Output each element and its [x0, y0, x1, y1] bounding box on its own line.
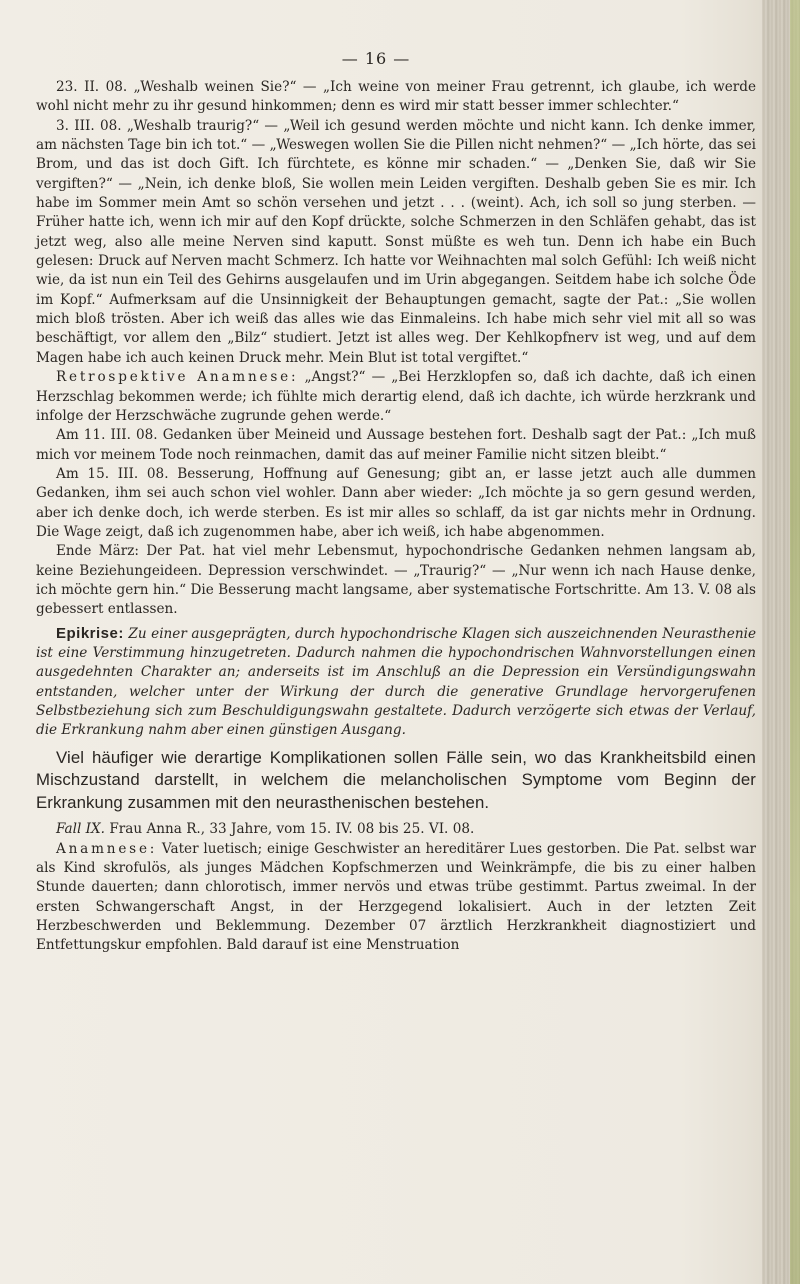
retrospective-anamnesis [36, 368, 756, 426]
page-number: — 16 — [341, 49, 411, 68]
epikrise-text: Zu einer ausgeprägten, durch hypochondrische Klagen sich auszeichnenden Neurasthenie ist eine Verstimmung hinzugetreten. Dadurch nahmen die hypochondrischen Wahnvorstellungen einen ausgedehnten Charakter an; anderseits ist im Anschluß an die Depression ein Versündigungswahn entstanden, welcher unter der Wirkung der durch die generative Grundlage hervorgerufenen Selbstbeziehung sich zum Beschuldigungswahn gestaltete. Dadurch verzögerte sich etwas der Verlauf, die Erkrankung nahm aber einen günstigen Ausgang. [36, 625, 756, 739]
page-edge [790, 0, 800, 1284]
epikrise-label: Epikrise: [56, 624, 124, 642]
paragraph-23-feb: 23. II. 08. „Weshalb weinen Sie?“ — „Ich weine von meiner Frau getrennt, ich glaube, ich werde wohl nicht mehr zu ihr gesund hinkommen; denn es wird mir statt besser immer schlechter.“ [36, 79, 756, 115]
epikrise [36, 624, 756, 741]
paragraph-11-mar: Am 11. III. 08. Gedanken über Meineid und Aussage bestehen fort. Deshalb sagt der Pat.: „Ich muß mich vor meinem Tode noch reinmachen, damit das auf meiner Familie nicht sitzen bleibt.“ [36, 427, 756, 463]
case-label: Fall IX. [56, 821, 105, 838]
retro-text: „Angst?“ — „Bei Herzklopfen so, daß ich dachte, daß ich einen Herzschlag bekommen werde; ich fühlte mich derartig elend, daß ich dachte, ich würde herzkrank und infolge der Herzschwäche zugrunde gehen werde.“ [36, 369, 756, 424]
anamnese-text: Vater luetisch; einige Geschwister an hereditärer Lues gestorben. Die Pat. selbst war als Kind skrofulös, als junges Mädchen Kopfschmerzen und Weinkrämpfe, die bis zu einer halben Stunde dauerten; dann chlorotisch, immer nervös und etwas trübe gestimmt. Partus zweimal. In der ersten Schwangerschaft Angst, in der Herzgegend lokalisiert. Auch in der letzten Zeit Herzbeschwerden und Beklemmung. Dezember 07 ärztlich Herzkrankheit diagnostiziert und Entfettungskur empfohlen. Bald darauf ist eine Menstruation [36, 840, 756, 954]
case-header [36, 820, 756, 839]
case-anamnesis [36, 840, 756, 956]
paragraph-end-march: Ende März: Der Pat. hat viel mehr Lebensmut, hypochondrische Gedanken nehmen langsam ab, keine Beziehungeideen. Depression verschwindet. — „Traurig?“ — „Nur wenn ich nach Hause denke, ich möchte gern hin.“ Die Besserung macht langsame, aber systematische Fortschritte. Am 13. V. 08 als gebessert entlassen. [36, 543, 756, 618]
page-content [36, 78, 756, 956]
anamnese-label: Anamnese: [56, 840, 158, 857]
case-header-text: Frau Anna R., 33 Jahre, vom 15. IV. 08 bis 25. VI. 08. [109, 821, 475, 838]
paragraph-15-mar: Am 15. III. 08. Besserung, Hoffnung auf Genesung; gibt an, er lasse jetzt auch alle dummen Gedanken, ihm sei auch schon viel wohler. Dann aber wieder: „Ich möchte ja so gern gesund werden, aber ich denke doch, ich werde sterben. Es ist mir alles so schlaff, da ist gar nichts mehr in Ordnung. Die Wage zeigt, daß ich zugenommen habe, aber ich weiß, ich habe abgenommen. [36, 465, 756, 540]
retro-label: Retrospektive Anamnese: [56, 369, 299, 386]
summary-paragraph: Viel häufiger wie derartige Komplikationen sollen Fälle sein, wo das Krankheitsbild einen Mischzustand darstellt, in welchem die melancholischen Symptome vom Beginn der Erkrankung zusammen mit den neurasthenischen bestehen. [36, 747, 756, 812]
paragraph-3-mar: 3. III. 08. „Weshalb traurig?“ — „Weil ich gesund werden möchte und nicht kann. Ich denke immer, am nächsten Tage bin ich tot.“ — „Weswegen wollen Sie die Pillen nicht nehmen?“ — „Ich hörte, das sei Brom, und das ist doch Gift. Ich fürchtete, es könne mir schaden.“ — „Denken Sie, daß wir Sie vergiften?“ — „Nein, ich denke bloß, Sie wollen mein Leiden vergiften. Deshalb geben Sie es mir. Ich habe im Sommer mein Amt so schön versehen und jetzt . . . (weint). Ach, ich soll so jung sterben. — Früher hatte ich, wenn ich mir auf den Kopf drückte, solche Schmerzen in den Schläfen gehabt, das ist jetzt weg, also alle meine Nerven sind kaputt. Sonst müßte es weh tun. Denn ich habe ein Buch gelesen: Druck auf Nerven macht Schmerz. Ich hatte vor Weihnachten mal solch Gefühl: Ich weiß nicht wie, da ist nun ein Teil des Gehirns ausgelaufen und im Urin abgegangen. Seitdem habe ich solche Öde im Kopf.“ Aufmerksam auf die Unsinnigkeit der Behauptungen gemacht, sagte der Pat.: „Sie wollen mich bloß trösten. Aber ich weiß das alles wie das Einmaleins. Ich habe mich sehr viel mit all so was beschäftigt, vor allem den „Bilz“ studiert. Jetzt ist alles weg. Der Kehlkopfnerv ist weg, und auf dem Magen habe ich auch keinen Druck mehr. Mein Blut ist total vergiftet.“ [36, 117, 756, 366]
